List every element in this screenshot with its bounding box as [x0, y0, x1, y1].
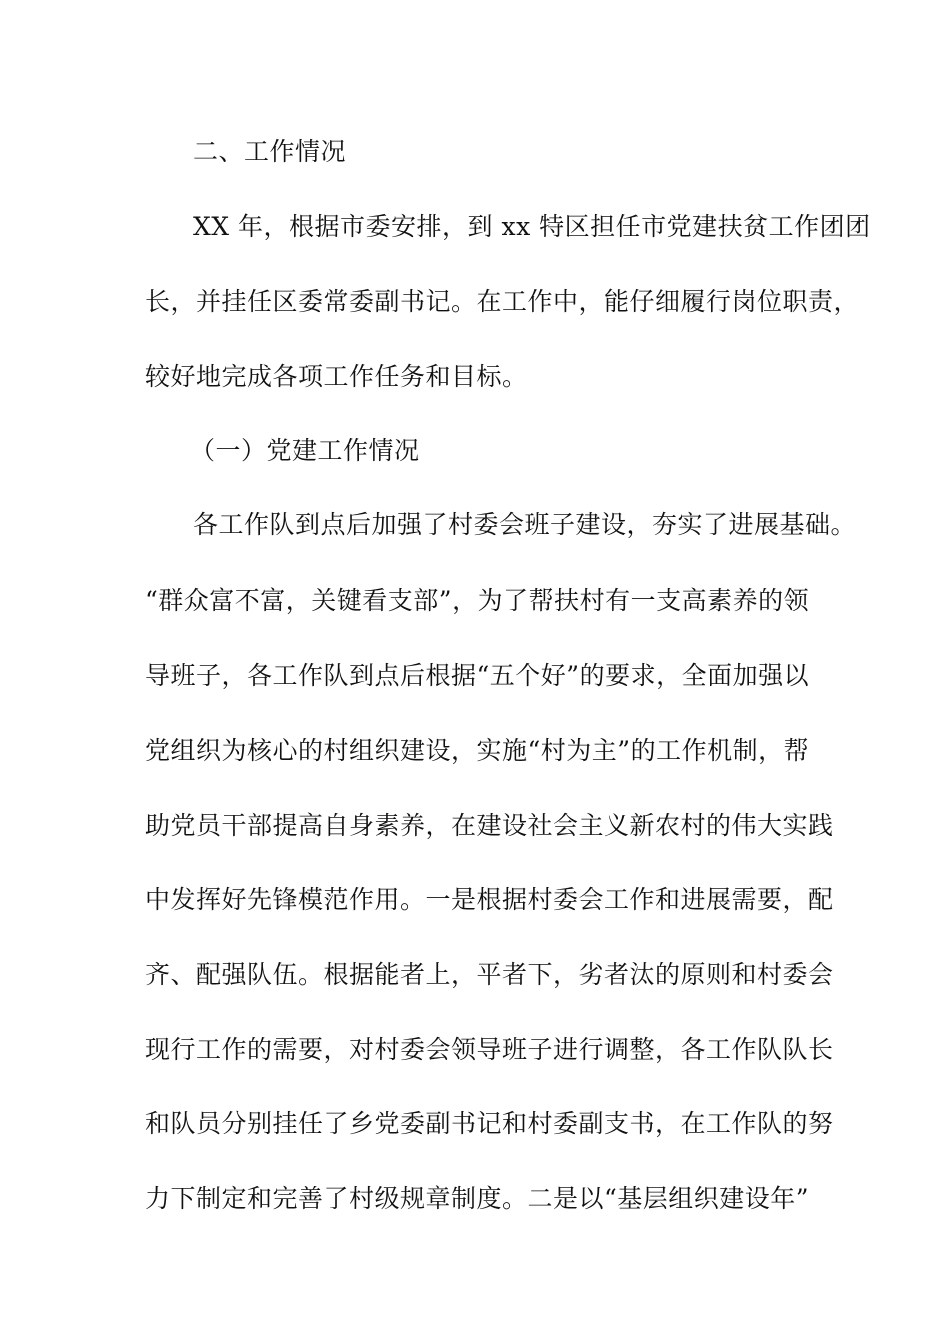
section-heading: 二、工作情况 — [193, 137, 347, 166]
paragraph-line: 现行工作的需要，对村委会领导班子进行调整，各工作队队长 — [145, 1035, 834, 1064]
paragraph-line: 党组织为核心的村组织建设，实施“村为主”的工作机制，帮 — [145, 736, 810, 765]
paragraph-line: 导班子，各工作队到点后根据“五个好”的要求，全面加强以 — [145, 661, 810, 690]
paragraph-line: 力下制定和完善了村级规章制度。二是以“基层组织建设年” — [145, 1184, 810, 1213]
paragraph-line: 中发挥好先锋模范作用。一是根据村委会工作和进展需要，配 — [145, 885, 834, 914]
paragraph-line: 和队员分别挂任了乡党委副书记和村委副支书，在工作队的努 — [145, 1109, 834, 1138]
paragraph-line: XX 年，根据市委安排，到 xx 特区担任市党建扶贫工作团团 — [193, 212, 871, 241]
paragraph-line: 助党员干部提高自身素养，在建设社会主义新农村的伟大实践 — [145, 811, 834, 840]
subsection-heading: （一）党建工作情况 — [190, 436, 420, 465]
paragraph-line: 长，并挂任区委常委副书记。在工作中，能仔细履行岗位职责， — [145, 287, 860, 316]
paragraph-line: “群众富不富，关键看支部”，为了帮扶村有一支高素养的领 — [145, 586, 810, 615]
paragraph-line: 较好地完成各项工作任务和目标。 — [145, 362, 528, 391]
paragraph-line: 各工作队到点后加强了村委会班子建设，夯实了进展基础。 — [193, 510, 857, 539]
paragraph-line: 齐、配强队伍。根据能者上，平者下，劣者汰的原则和村委会 — [145, 960, 834, 989]
